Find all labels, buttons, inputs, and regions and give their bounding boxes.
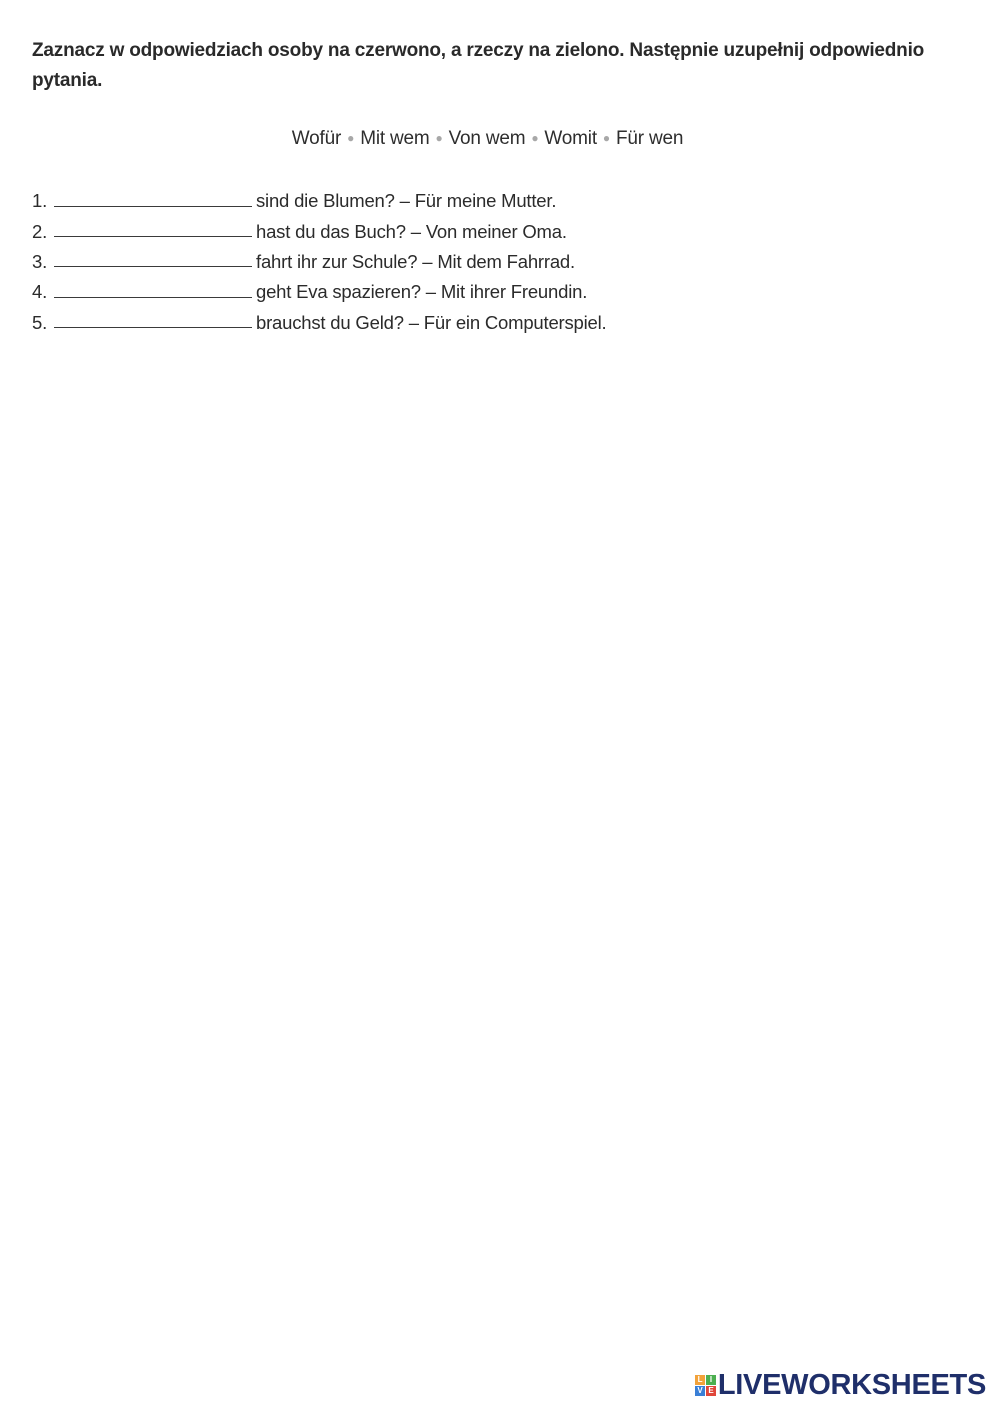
logo-mark-icon [695, 1375, 716, 1396]
word-bank-item: Mit wem [360, 128, 430, 149]
answer-blank[interactable] [54, 311, 252, 328]
answer-blank[interactable] [54, 220, 252, 237]
liveworksheets-logo [695, 1369, 986, 1402]
word-bank-item: Von wem [448, 128, 526, 149]
answer-blank[interactable] [54, 250, 252, 267]
item-text: hast du das Buch? – Von meiner Oma. [256, 220, 567, 242]
exercise-item [32, 247, 932, 277]
item-number: 5. [32, 311, 48, 333]
item-text: fahrt ihr zur Schule? – Mit dem Fahrrad. [256, 250, 575, 272]
exercise-list [32, 186, 932, 338]
exercise-item [32, 186, 932, 216]
separator-dot-icon: ● [435, 130, 443, 145]
logo-mark-cell: E [706, 1386, 716, 1396]
logo-mark-cell: I [706, 1375, 716, 1385]
separator-dot-icon: ● [347, 130, 355, 145]
item-text: sind die Blumen? – Für meine Mutter. [256, 190, 557, 212]
item-text: brauchst du Geld? – Für ein Computerspiel. [256, 311, 607, 333]
logo-mark-cell: L [695, 1375, 705, 1385]
exercise-item [32, 277, 932, 307]
answer-blank[interactable] [54, 190, 252, 207]
exercise-item [32, 308, 932, 338]
logo-text: LIVEWORKSHEETS [717, 1369, 986, 1401]
instruction-text: Zaznacz w odpowiedziach osoby na czerwono, a rzeczy na zielono. Następnie uzupełnij odpowiednio pytania. [32, 40, 925, 91]
logo-mark-cell: V [695, 1386, 705, 1396]
item-number: 4. [32, 281, 48, 303]
word-bank-item: Womit [544, 128, 597, 149]
item-number: 3. [32, 250, 48, 272]
answer-blank[interactable] [54, 281, 252, 298]
exercise-item [32, 216, 932, 246]
separator-dot-icon: ● [602, 130, 610, 145]
word-bank-item: Wofür [291, 128, 342, 149]
word-bank-item: Für wen [615, 128, 684, 149]
item-number: 1. [32, 190, 48, 212]
separator-dot-icon: ● [531, 130, 539, 145]
word-bank [0, 128, 975, 150]
item-number: 2. [32, 220, 48, 242]
item-text: geht Eva spazieren? – Mit ihrer Freundin. [256, 281, 588, 303]
